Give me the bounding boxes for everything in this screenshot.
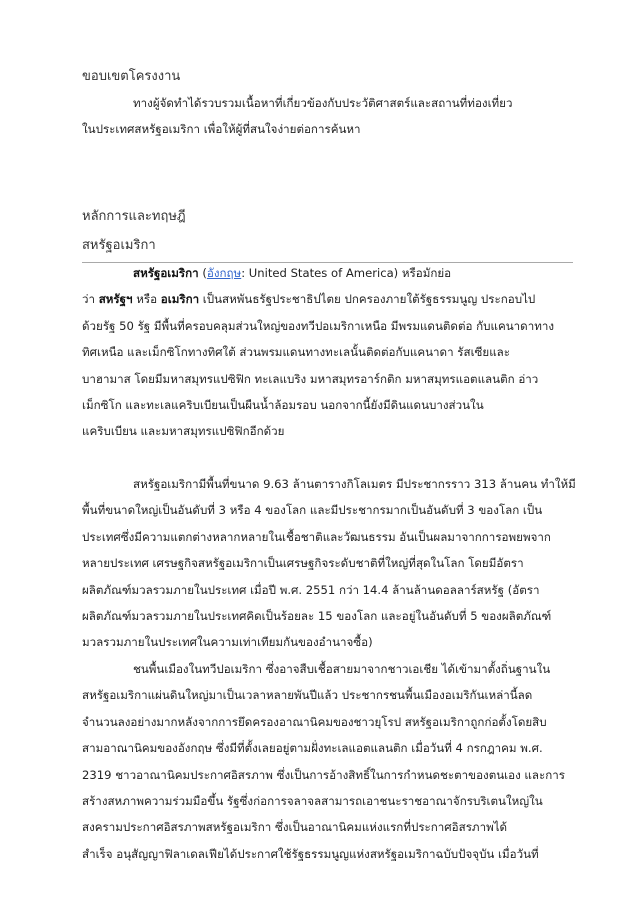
abbr-usa: สหรัฐฯ <box>98 292 133 307</box>
para3-line: 2319 ชาวอาณานิคมประกาศอิสรภาพ ซึ่งเป็นการอ้างสิทธิ์ในการกำหนดชะตาของตนเอง และการ <box>82 767 565 782</box>
theory-subheading: สหรัฐอเมริกา <box>82 238 156 253</box>
para2-line: ผลิตภัณฑ์มวลรวมภายในประเทศ เมื่อปี พ.ศ. 2551 กว่า 14.4 ล้านล้านดอลลาร์สหรัฐ (อัตรา <box>82 582 540 597</box>
country-name: สหรัฐอเมริกา <box>133 266 199 280</box>
area-population-paragraph <box>82 471 582 656</box>
scope-line: ทางผู้จัดทำได้รวบรวมเนื้อหาที่เกี่ยวข้องกับประวัติศาสตร์และสถานที่ท่องเที่ยว <box>133 96 513 110</box>
intro-line-2-pre: ว่า <box>82 292 99 307</box>
scope-paragraph <box>82 90 582 143</box>
para3-line: สำเร็จ อนุสัญญาฟิลาเดลเฟียได้ประกาศใช้รัฐธรรมนูญแห่งสหรัฐอเมริกาฉบับปัจจุบัน เมื่อวันที่ <box>82 846 539 861</box>
intro-line: แคริบเบียน และมหาสมุทรแปซิฟิกอีกด้วย <box>82 424 285 439</box>
para2-line: หลายประเทศ เศรษฐกิจสหรัฐอเมริกาเป็นเศรษฐกิจระดับชาติที่ใหญ่ที่สุดในโลก โดยมีอัตรา <box>82 556 524 571</box>
intro-line-2-rest: เป็นสหพันธรัฐประชาธิปไตย ปกครองภายใต้รัฐธรรมนูญ ประกอบไป <box>199 292 536 307</box>
para3-line: สร้างสหภาพความร่วมมือขึ้น รัฐซึ่งก่อการจลาจลสามารถเอาชนะราชอาณาจักรบริเตนใหญ่ใน <box>82 793 543 808</box>
para2-line: มวลรวมภายในประเทศในความเท่าเทียมกันของอำนาจซื้อ) <box>82 635 373 650</box>
intro-line-2-mid: หรือ <box>132 292 161 307</box>
theory-heading: หลักการและทฤษฎี <box>82 209 186 224</box>
para3-line: ชนพื้นเมืองในทวีปอเมริกา ซึ่งอาจสืบเชื้อสายมาจากชาวเอเชีย ได้เข้ามาตั้งถิ่นฐานใน <box>133 662 551 676</box>
intro-line-1 <box>82 260 582 286</box>
intro-line: ด้วยรัฐ 50 รัฐ มีพื้นที่ครอบคลุมส่วนใหญ่ของทวีปอเมริกาเหนือ มีพรมแดนติดต่อ กับแคนาดาทาง <box>82 318 555 333</box>
history-paragraph <box>82 656 582 867</box>
para3-line: จำนวนลงอย่างมากหลังจากการยึดครองอาณานิคมของชาวยุโรป สหรัฐอเมริกาถูกก่อตั้งโดยสิบ <box>82 714 547 729</box>
english-language-link[interactable]: อังกฤษ <box>206 266 242 280</box>
intro-line-1-rest: : United States of America) หรือมักย่อ <box>241 266 452 280</box>
para3-line: สงครามประกาศอิสรภาพสหรัฐอเมริกา ซึ่งเป็นอาณานิคมแห่งแรกที่ประกาศอิสรภาพได้ <box>82 820 508 835</box>
scope-line: ในประเทศสหรัฐอเมริกา เพื่อให้ผู้ที่สนใจง่ายต่อการค้นหา <box>82 122 361 137</box>
scope-heading: ขอบเขตโครงงาน <box>82 69 181 84</box>
para2-line: พื้นที่ขนาดใหญ่เป็นอันดับที่ 3 หรือ 4 ของโลก และมีประชากรมากเป็นอันดับที่ 3 ของโลก เป็น <box>82 503 543 518</box>
para2-line: ผลิตภัณฑ์มวลรวมภายในประเทศคิดเป็นร้อยละ 15 ของโลก และอยู่ในอันดับที่ 5 ของผลิตภัณฑ์ <box>82 608 552 623</box>
paren-open: ( <box>198 266 207 280</box>
intro-line-2 <box>82 286 582 312</box>
intro-line: เม็กซิโก และทะเลแคริบเบียนเป็นผืนน้ำล้อมรอบ นอกจากนี้ยังมีดินแดนบางส่วนใน <box>82 397 484 412</box>
intro-line: บาฮามาส โดยมีมหาสมุทรแปซิฟิก ทะเลแบริง มหาสมุทรอาร์กติก มหาสมุทรแอตแลนติก อ่าว <box>82 371 539 386</box>
para2-line: สหรัฐอเมริกามีพื้นที่ขนาด 9.63 ล้านตารางกิโลเมตร มีประชากรราว 313 ล้านคน ทำให้มี <box>133 477 576 491</box>
para3-line: สหรัฐอเมริกาแผ่นดินใหญ่มาเป็นเวลาหลายพันปีแล้ว ประชากรชนพื้นเมืองอเมริกันเหล่านี้ลด <box>82 688 533 703</box>
abbr-america: อเมริกา <box>160 292 200 307</box>
para2-line: ประเทศซึ่งมีความแตกต่างหลากหลายในเชื้อชาติและวัฒนธรรม อันเป็นผลมาจากการอพยพจาก <box>82 529 551 544</box>
intro-line: ทิศเหนือ และเม็กซิโกทางทิศใต้ ส่วนพรมแดนทางทะเลนั้นติดต่อกับแคนาดา รัสเซียและ <box>82 345 511 360</box>
intro-paragraph <box>82 260 582 445</box>
para3-line: สามอาณานิคมของอังกฤษ ซึ่งมีที่ตั้งเลยอยู่ตามฝั่งทะเลแอตแลนติก เมื่อวันที่ 4 กรกฎาคม พ.ศ. <box>82 741 543 756</box>
